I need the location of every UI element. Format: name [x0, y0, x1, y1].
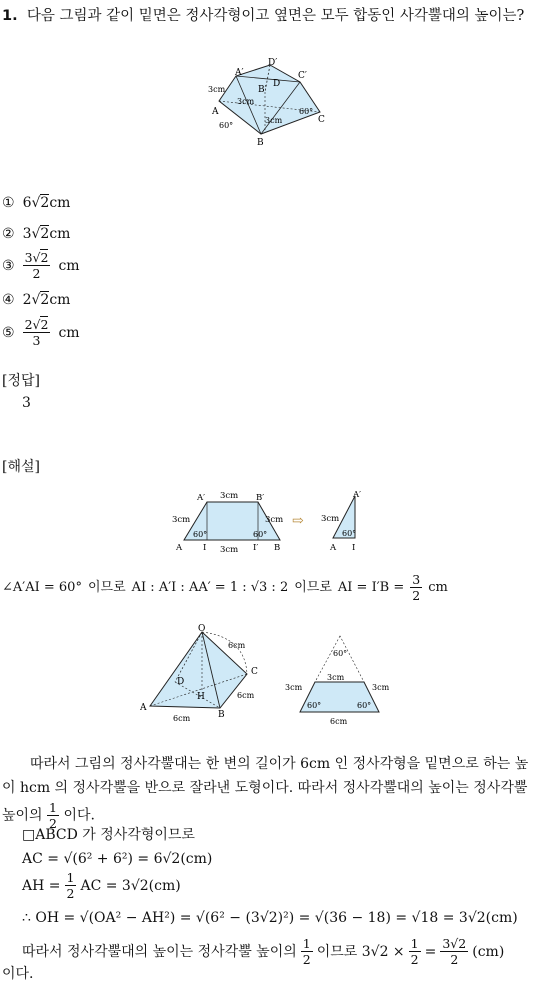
fig3-label: D [177, 677, 185, 687]
fig2-label: 3cm [172, 515, 191, 525]
conclusion-line: 따라서 정사각뿔대의 높이는 정사각뿔 높이의 $\frac{1}{2}$ 이므로 3√2 × $\frac{1}{2}$ = $\frac{3√2}{2}$ (cm) [22, 936, 505, 967]
fig3-label: 6cm [330, 717, 348, 726]
oh-line: ∴ OH = √(OA² − AH²) = √(6² − (3√2)²) = √(36 − 18) = √18 = 3√2(cm) [22, 910, 518, 926]
arrow-icon: ⇨ [292, 513, 304, 529]
fig3-label: A [140, 703, 147, 713]
fig2-label: 3cm [321, 514, 340, 524]
fig2-label: A [176, 543, 183, 553]
fig2-label: B′ [256, 493, 265, 503]
option-3[interactable]: ③ $\frac{3√2}{2}$ cm [2, 250, 80, 281]
option-2[interactable]: ② 3√2cm [2, 226, 71, 242]
frustum-figure [205, 56, 335, 150]
fig3-label: 60° [307, 701, 322, 710]
fig2-label: I [352, 543, 356, 553]
fig1-label: A [212, 107, 219, 117]
fig2-label: 3cm [265, 515, 284, 525]
fig2-label: I [203, 543, 207, 553]
ratio-line: ∠A′AI = 60° 이므로 AI : A′I : AA′ = 1 : √3 : 2 이므로 AI = I′B = $\frac{3}{2}$ cm [2, 572, 448, 603]
fig2-label: 60° [193, 530, 208, 539]
fig2-label: A′ [197, 493, 206, 503]
fig1-label: 3cm [265, 116, 283, 125]
fig1-label: B [257, 138, 264, 148]
fig3-label: 3cm [327, 673, 345, 682]
fig2-label: 3cm [220, 545, 239, 555]
fig3-label: H [197, 692, 205, 702]
fig1-label: C′ [298, 71, 307, 81]
option-number: ⑤ [2, 324, 15, 341]
fig2-label: A′ [353, 490, 362, 500]
fig3-label: 60° [333, 649, 348, 658]
solution-paragraph: 따라서 그림의 정사각뿔대는 한 변의 길이가 6cm 인 정사각형을 밑면으로 하는 높이 hcm 의 정사각뿔을 반으로 잘라낸 도형이다. 따라서 정사각뿔대의 높이는 정사각뿔 높이의 $\frac{1}{2}$ 이다. [2, 756, 529, 831]
fig1-label: C [318, 115, 325, 125]
fig3-label: 6cm [237, 691, 255, 700]
option-number: ③ [2, 257, 15, 274]
trapezoid-figure [170, 488, 370, 556]
fig3-label: 60° [357, 701, 372, 710]
question-body: 다음 그림과 같이 밑면은 정사각형이고 옆면은 모두 합동인 사각뿔대의 높이는? [26, 8, 525, 24]
fig1-label: 3cm [237, 97, 255, 106]
fig2-label: A [330, 543, 337, 553]
fig3-label: 3cm [372, 683, 390, 692]
fig3-label: 3cm [285, 683, 303, 692]
fig3-label: 6cm [228, 641, 246, 650]
fig1-label: A′ [235, 68, 244, 78]
fig3-label: C [251, 667, 258, 677]
fig3-label: O [198, 624, 206, 634]
option-number: ② [2, 226, 15, 242]
fig2-label: 60° [342, 529, 357, 538]
fig2-label: I′ [253, 543, 259, 553]
option-4[interactable]: ④ 2√2cm [2, 292, 71, 308]
option-number: ① [2, 195, 15, 211]
question-number: 1. [2, 8, 18, 24]
fig3-label: 6cm [173, 714, 191, 723]
fig2-label: 60° [253, 530, 268, 539]
pyramid-figure [140, 622, 400, 726]
option-number: ④ [2, 292, 15, 308]
fig2-label: B [274, 543, 281, 553]
fig2-label: 3cm [220, 491, 239, 501]
fig1-label: D [273, 79, 281, 89]
solution-label: [해설] [2, 459, 40, 475]
fig3-label: B [218, 710, 225, 720]
fig1-label: 3cm [208, 85, 226, 94]
fig1-label: D′ [268, 58, 278, 68]
option-5[interactable]: ⑤ $\frac{2√2}{3}$ cm [2, 317, 80, 348]
fig1-label: 60° [219, 121, 234, 130]
fig1-label: 60° [299, 107, 314, 116]
ac-line: AC = √(6² + 6²) = 6√2(cm) [22, 851, 213, 867]
conclusion-end: 이다. [2, 966, 34, 982]
ah-line: AH = $\frac{1}{2}$ AC = 3√2(cm) [22, 870, 181, 901]
answer-value: 3 [22, 395, 31, 411]
square-line: □ABCD 가 정사각형이므로 [22, 827, 195, 843]
fig1-label: B′ [258, 85, 267, 95]
option-1[interactable]: ① 6√2cm [2, 195, 71, 211]
answer-label: [정답] [2, 373, 40, 389]
question-text [2, 4, 532, 28]
